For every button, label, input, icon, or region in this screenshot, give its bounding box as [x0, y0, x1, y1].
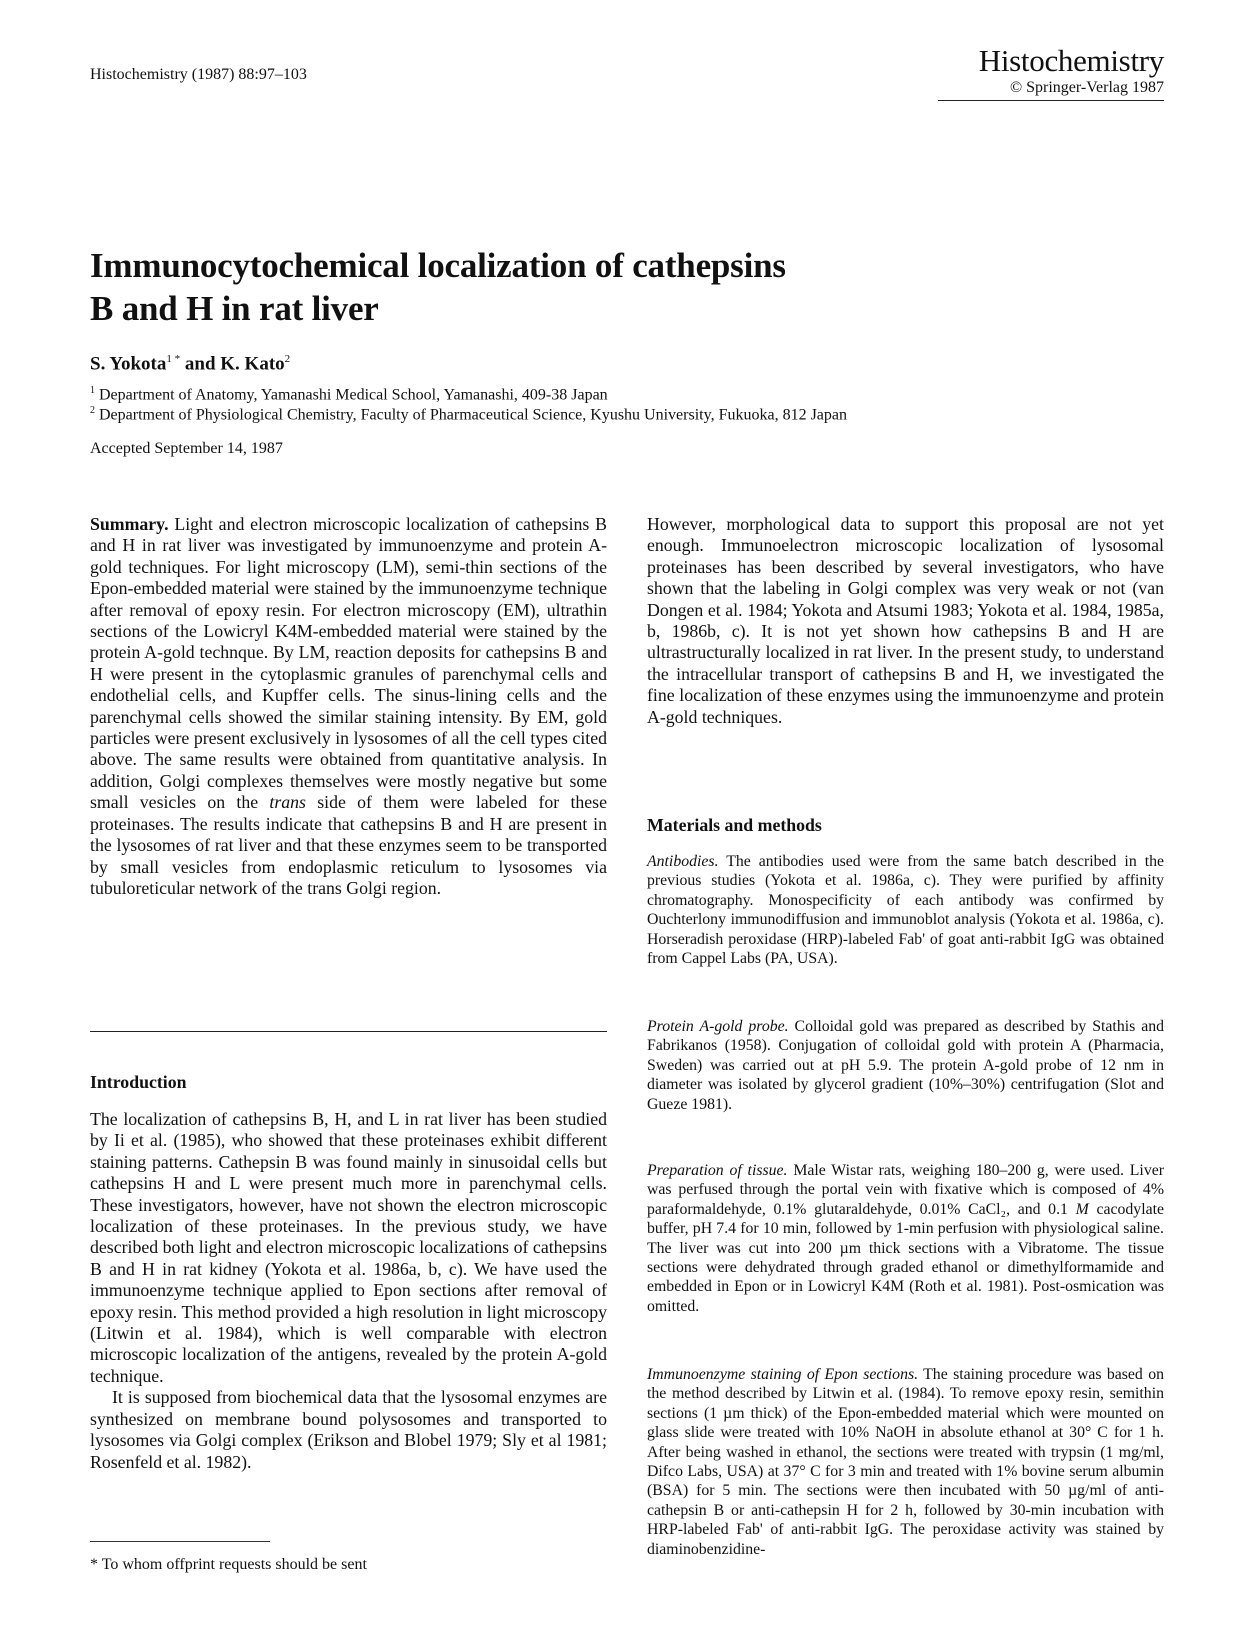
author-2: K. Kato [220, 353, 285, 375]
tissue-text-1: Male Wistar rats, weighing 180–200 g, were used. Liver was perfused through the portal vein with fixative which is composed of 4% paraformaldehyde, 0.1% glutaraldehyde, 0.01% CaCl₂, and 0.1 [647, 1162, 1164, 1218]
tissue-text-2: cacodylate buffer, pH 7.4 for 10 min, followed by 1-min perfusion with physiological saline. The liver was cut into 200 µm thick sections with a Vibratome. The tissue sections were dehydrated through graded ethanol or dimethylformamide and embedded in Epon or in Lowicryl K4M (Roth et al. 1981). Post-osmication was omitted. [647, 1200, 1164, 1315]
antibodies-text: The antibodies used were from the same batch described in the previous studies (Yokota et al. 1986a, c). They were purified by affinity chromatography. Monospecificity of each antibody was confirmed by Ouchterlony immunodiffusion and immunoblot analysis (Yokota et al. 1986a, c). Horseradish peroxidase (HRP)-labeled Fab' of goat anti-rabbit IgG was obtained from Cappel Labs (PA, USA). [647, 853, 1164, 968]
journal-copyright: © Springer-Verlag 1987 [938, 78, 1164, 101]
journal-masthead [938, 44, 1164, 101]
probe-text: Colloidal gold was prepared as described by Stathis and Fabrikanos (1958). Conjugation of colloidal gold with protein A (Pharmacia, Sweden) was carried out at pH 5.9. The protein A-gold probe of 12 nm in diameter was isolated by glycerol gradient (10%–30%) centrifugation (Slot and Gueze 1981). [647, 1018, 1164, 1113]
probe-label: Protein A-gold probe. [647, 1018, 789, 1035]
immuno-label: Immunoenzyme staining of Epon sections. [647, 1366, 919, 1383]
affiliation-2-text: Department of Physiological Chemistry, Faculty of Pharmaceutical Science, Kyushu University, Fukuoka, 812 Japan [95, 406, 847, 424]
immuno-text: The staining procedure was based on the method described by Litwin et al. (1984). To remove epoxy resin, semithin sections (1 µm thick) of the Epon-embedded material which were mounted on glass slide were treated with 10% NaOH in absolute ethanol at 30° C for 1 h. After being washed in ethanol, the sections were treated with trypsin (1 mg/ml, Difco Labs, USA) at 37° C for 3 min and treated with 1% bovine serum albumin (BSA) for 5 min. The sections were then incubated with 50 µg/ml of anti-cathepsin B or anti-cathepsin H for 2 h, followed by 30-min incubation with HRP-labeled Fab' of anti-rabbit IgG. The peroxidase activity was stained by diaminobenzidine- [647, 1366, 1164, 1558]
affiliation-1-number: 1 [90, 385, 95, 396]
footnote-divider [90, 1541, 270, 1542]
summary [90, 514, 607, 899]
tissue-italic: M [1075, 1200, 1089, 1218]
author-2-mark: 2 [284, 353, 291, 365]
article-title: Immunocytochemical localization of cathepsins B and H in rat liver [90, 246, 786, 328]
affiliation-2 [90, 401, 847, 425]
introduction-heading: Introduction [90, 1072, 187, 1092]
summary-divider [90, 1031, 607, 1032]
author-line [90, 353, 290, 375]
author-conjunction: and [180, 353, 221, 375]
antibodies-label: Antibodies. [647, 853, 719, 870]
introduction-paragraph-1: The localization of cathepsins B, H, and L in rat liver has been studied by Ii et al. (1985), who showed that these proteinases exhibit different staining patterns. Cathepsin B was found mainly in sinusoidal cells but cathepsins H and L were present much more in parenchymal cells. These investigators, however, have not shown the electron microscopic localization of these proteinases. In the previous study, we have described both light and electron microscopic localizations of cathepsins B and H in rat kidney (Yokota et al. 1986a, b, c). We have used the immunoenzyme technique applied to Epon sections after removal of epoxy resin. This method provided a high resolution in light microscopy (Litwin et al. 1984), which is well comparable with electron microscopic localization of the antigens, revealed by the protein A-gold technique. [90, 1109, 607, 1386]
tissue-label: Preparation of tissue. [647, 1162, 788, 1179]
methods-antibodies [647, 852, 1164, 968]
author-1-mark: 1 * [166, 353, 181, 365]
affiliation-1-text: Department of Anatomy, Yamanashi Medical School, Yamanashi, 409-38 Japan [95, 386, 608, 404]
introduction-paragraph-3: However, morphological data to support this proposal are not yet enough. Immunoelectron microscopic localization of lysosomal proteinases has been described by several investigators, who have shown that the labeling in Golgi complex was very weak or not (van Dongen et al. 1984; Yokota and Atsumi 1983; Yokota et al. 1984, 1985a, b, 1986b, c). It is not yet shown how cathepsins B and H are ultrastructurally localized in rat liver. In the present study, to understand the intracellular transport of cathepsins B and H, we investigated the fine localization of these enzymes using the immunoenzyme and protein A-gold techniques. [647, 514, 1164, 727]
methods-immunoenzyme [647, 1365, 1164, 1559]
author-1: S. Yokota [90, 353, 167, 375]
methods-probe [647, 1017, 1164, 1114]
summary-label: Summary. [90, 514, 169, 534]
methods-heading: Materials and methods [647, 815, 822, 835]
running-citation: Histochemistry (1987) 88:97–103 [90, 66, 307, 83]
summary-italic: trans [269, 792, 306, 813]
summary-text: Light and electron microscopic localization of cathepsins B and H in rat liver was investigated by immunoenzyme and protein A-gold techniques. For light microscopy (LM), semi-thin sections of the Epon-embedded material were stained by the immunoenzyme technique after removal of epoxy resin. For electron microscopy (EM), ultrathin sections of the Lowicryl K4M-embedded material were stained by the protein A-gold technque. By LM, reaction deposits for cathepsins B and H were present in the cytoplasmic granules of parenchymal cells and endothelial cells, and Kupffer cells. The sinus-lining cells and the parenchymal cells showed the similar staining intensity. By EM, gold particles were present exclusively in lysosomes of all the cell types cited above. The same results were obtained from quantitative analysis. In addition, Golgi complexes themselves were mostly negative but some small vesicles on the [90, 514, 607, 813]
introduction-body [90, 1109, 607, 1473]
affiliation-2-number: 2 [90, 405, 95, 416]
summary-text-2: side of them were labeled for these proteinases. The results indicate that cathepsins B and H are present in the lysosomes of rat liver and that these enzymes seem to be transported by small vesicles from endoplasmic reticulum to lysosomes via tubuloreticular network of the trans Golgi region. [90, 792, 607, 898]
introduction-paragraph-2: It is supposed from biochemical data that the lysosomal enzymes are synthesized on membrane bound polysosomes and transported to lysosomes via Golgi complex (Erikson and Blobel 1979; Sly et al 1981; Rosenfeld et al. 1982). [90, 1387, 607, 1472]
accepted-date: Accepted September 14, 1987 [90, 440, 283, 457]
journal-name: Histochemistry [978, 43, 1164, 78]
footnote: * To whom offprint requests should be sent [90, 1556, 367, 1573]
introduction-continued [647, 514, 1164, 728]
methods-tissue [647, 1161, 1164, 1316]
